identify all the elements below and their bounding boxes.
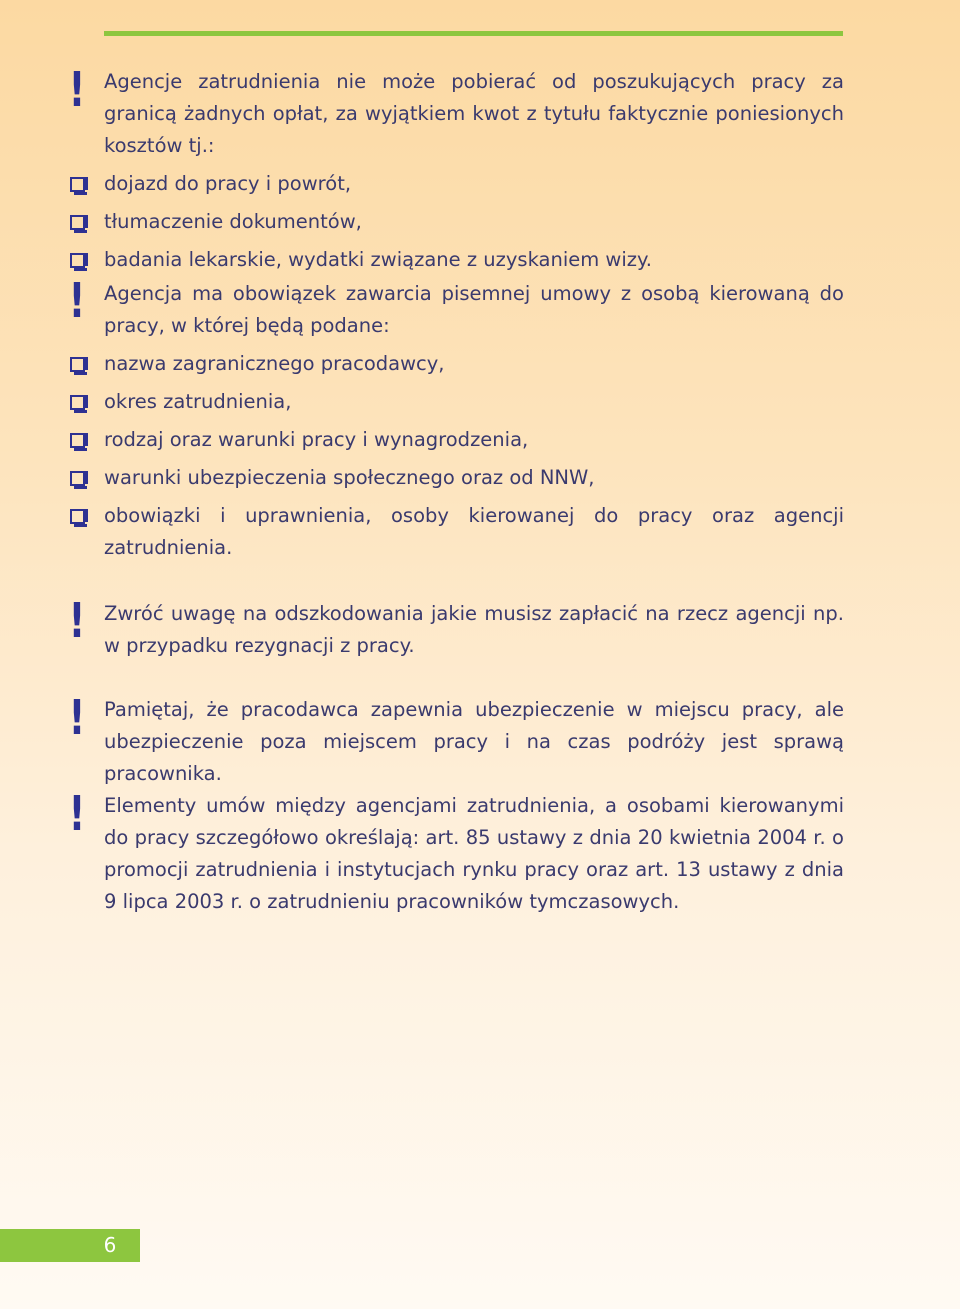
list-item: okres zatrudnienia, (50, 386, 844, 418)
checkbox-bullet-icon (70, 395, 85, 410)
notice-text: Elementy umów między agencjami zatrudnienia, a osobami kierowanymi do pracy szczegółowo określają: art. 85 ustawy z dnia 20 kwietnia 2004 r. o promocji zatrudnienia i instytucjach rynku pracy oraz art. 13 ustawy z dnia 9 lipca 2003 r. o zatrudnieniu pracowników tymczasowych. (104, 794, 844, 913)
list-item: rodzaj oraz warunki pracy i wynagrodzenia, (50, 424, 844, 456)
notice-text: Agencja ma obowiązek zawarcia pisemnej umowy z osobą kierowaną do pracy, w której będą podane: (104, 282, 844, 337)
notice-text: Agencje zatrudnienia nie może pobierać od poszukujących pracy za granicą żadnych opłat, za wyjątkiem kwot z tytułu faktycznie poniesionych kosztów tj.: (104, 70, 844, 157)
exclamation-icon: ! (68, 786, 86, 842)
checkbox-bullet-icon (70, 253, 85, 268)
checkbox-bullet-icon (70, 509, 85, 524)
checkbox-bullet-icon (70, 177, 85, 192)
checkbox-bullet-icon (70, 215, 85, 230)
notice-text: Pamiętaj, że pracodawca zapewnia ubezpieczenie w miejscu pracy, ale ubezpieczenie poza miejscem pracy i na czas podróży jest sprawą pracownika. (104, 698, 844, 785)
contract-terms-list (104, 348, 844, 564)
list-item: dojazd do pracy i powrót, (50, 168, 844, 200)
list-item: obowiązki i uprawnienia, osoby kierowanej do pracy oraz agencji zatrudnienia. (50, 500, 844, 564)
exclamation-icon: ! (68, 593, 86, 649)
notice-section (104, 694, 844, 790)
notice-text: Zwróć uwagę na odszkodowania jakie musisz zapłacić na rzecz agencji np. w przypadku rezygnacji z pracy. (104, 602, 844, 657)
notice-section (104, 66, 844, 276)
notice-section (104, 278, 844, 564)
exclamation-icon: ! (68, 62, 86, 118)
notice-section (104, 790, 844, 918)
checkbox-bullet-icon (70, 471, 85, 486)
notice-section (104, 598, 844, 662)
page-number: 6 (103, 1233, 117, 1257)
exclamation-icon: ! (68, 690, 86, 746)
list-item: tłumaczenie dokumentów, (50, 206, 844, 238)
list-item: warunki ubezpieczenia społecznego oraz od NNW, (50, 462, 844, 494)
checkbox-bullet-icon (70, 357, 85, 372)
top-green-rule (104, 31, 843, 36)
exclamation-icon: ! (68, 273, 86, 329)
cost-list (104, 168, 844, 276)
list-item: nazwa zagranicznego pracodawcy, (50, 348, 844, 380)
list-item: badania lekarskie, wydatki związane z uzyskaniem wizy. (50, 244, 844, 276)
checkbox-bullet-icon (70, 433, 85, 448)
